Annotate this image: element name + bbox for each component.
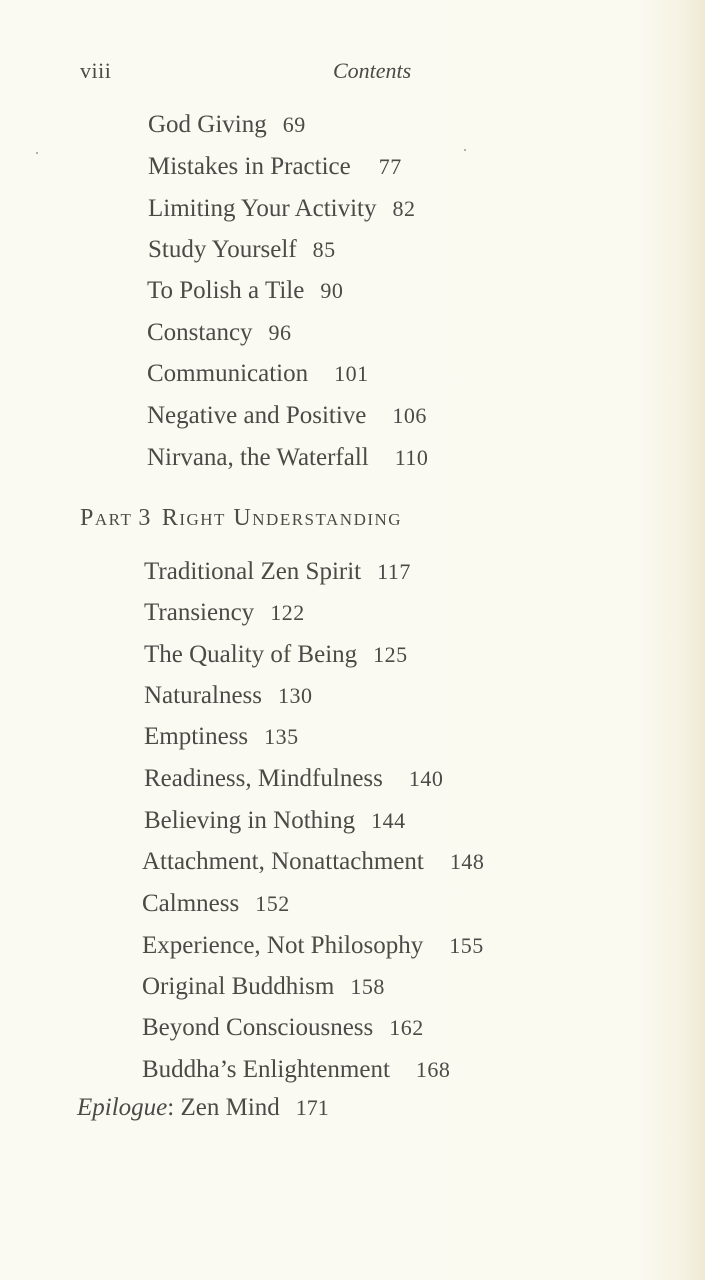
toc-entry-page: 168 [415, 1057, 451, 1082]
epilogue-label: Epilogue [77, 1094, 168, 1121]
toc-entry-title: Limiting Your Activity [148, 195, 377, 222]
toc-entry-page: 101 [334, 361, 369, 386]
toc-entry [147, 443, 428, 473]
epilogue-title: Zen Mind [174, 1094, 280, 1121]
toc-entry [144, 722, 299, 752]
epilogue-page: 171 [295, 1095, 329, 1120]
toc-entry [148, 152, 402, 182]
epilogue-entry [77, 1094, 329, 1122]
toc-entry-title: Nirvana, the Waterfall [147, 444, 369, 471]
part-label: Part [80, 505, 133, 531]
toc-entry-page: 122 [270, 600, 305, 625]
toc-entry-title: Calmness [142, 890, 240, 917]
toc-entry-page: 77 [378, 154, 402, 179]
toc-entry-title: Negative and Positive [147, 402, 367, 429]
toc-entry [142, 889, 290, 919]
part-number: 3 [138, 505, 152, 531]
toc-entry-page: 140 [408, 766, 444, 791]
toc-entry-page: 130 [278, 683, 313, 708]
toc-entry-page: 125 [373, 642, 408, 667]
part-heading [80, 505, 402, 532]
toc-entry [147, 276, 343, 306]
toc-entry [142, 972, 385, 1002]
toc-entry-title: Readiness, Mindfulness [144, 765, 383, 792]
toc-entry [148, 194, 416, 224]
toc-entry [144, 557, 411, 587]
toc-entry [144, 764, 443, 794]
toc-entry-page: 158 [350, 974, 385, 999]
toc-entry [147, 318, 292, 348]
toc-entry-page: 106 [392, 403, 427, 428]
toc-entry-page: 85 [312, 237, 336, 262]
toc-entry-title: Mistakes in Practice [148, 153, 351, 180]
toc-entry [142, 847, 484, 877]
toc-entry-page: 144 [371, 808, 406, 833]
toc-entry-title: Buddha’s Enlightenment [142, 1056, 390, 1083]
toc-entry [148, 235, 336, 265]
toc-entry-page: 148 [449, 849, 485, 874]
toc-entry-title: Beyond Consciousness [142, 1014, 374, 1041]
part-title: Right Understanding [161, 505, 403, 531]
toc-entry-title: Believing in Nothing [144, 807, 356, 834]
toc-entry [142, 1013, 424, 1043]
toc-entry-title: Experience, Not Philosophy [142, 932, 424, 959]
toc-entry [144, 806, 406, 836]
toc-entry-title: To Polish a Tile [147, 277, 305, 304]
scan-speck [36, 152, 38, 154]
toc-entry-page: 110 [394, 445, 429, 470]
toc-entry-page: 117 [377, 559, 411, 584]
toc-entry-page: 135 [264, 724, 299, 749]
toc-entry-title: Naturalness [144, 682, 263, 709]
toc-entry-title: Attachment, Nonattachment [142, 848, 424, 875]
toc-entry [144, 598, 305, 628]
epilogue-separator: : [167, 1094, 175, 1121]
toc-entry-page: 152 [255, 891, 290, 916]
running-title: Contents [333, 58, 412, 83]
toc-entry-title: Transiency [144, 599, 255, 626]
toc-entry [148, 110, 306, 140]
toc-entry [144, 681, 313, 711]
toc-entry-title: God Giving [148, 111, 267, 138]
toc-entry [144, 640, 408, 670]
toc-entry-page: 82 [392, 196, 416, 221]
page-folio: viii [80, 58, 112, 83]
toc-entry-title: Emptiness [144, 723, 249, 750]
toc-entry-page: 162 [389, 1015, 424, 1040]
toc-entry-title: Original Buddhism [142, 973, 335, 1000]
toc-entry-page: 69 [282, 112, 306, 137]
toc-entry [147, 401, 427, 431]
toc-entry-title: Communication [147, 360, 309, 387]
toc-entry [147, 359, 369, 389]
scan-speck [464, 149, 466, 151]
toc-entry-page: 155 [449, 933, 484, 958]
toc-entry-page: 90 [320, 278, 344, 303]
toc-entry-title: Constancy [147, 319, 253, 346]
toc-entry [142, 931, 484, 961]
toc-entry-title: Study Yourself [148, 236, 297, 263]
running-head [80, 58, 640, 88]
toc-entry-page: 96 [268, 320, 292, 345]
toc-entry-title: The Quality of Being [144, 641, 358, 668]
toc-entry [142, 1055, 450, 1085]
toc-entry-title: Traditional Zen Spirit [144, 558, 362, 585]
